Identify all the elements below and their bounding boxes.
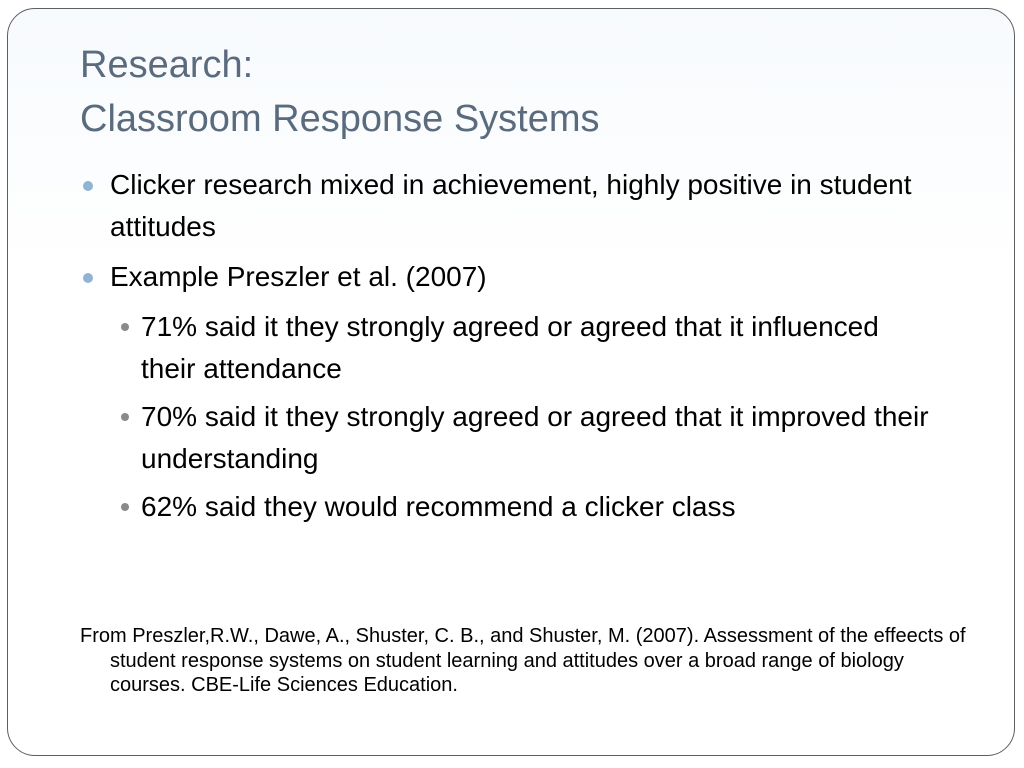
bullet-item	[80, 256, 940, 298]
bullet-text: Clicker research mixed in achievement, highly positive in student attitudes	[110, 169, 912, 242]
sub-bullet-text: 71% said it they strongly agreed or agreed that it influenced their attendance	[141, 311, 879, 384]
sub-bullet-text: 70% said it they strongly agreed or agreed that it improved their understanding	[141, 401, 929, 474]
bullet-list	[80, 164, 940, 534]
sub-bullet-text: 62% said they would recommend a clicker class	[141, 491, 736, 522]
sub-bullet-item	[117, 396, 940, 480]
sub-bullet-dot-icon	[121, 413, 129, 421]
bullet-dot-icon	[83, 273, 93, 283]
slide-title-line-1: Research:	[80, 44, 254, 86]
bullet-item	[80, 164, 940, 248]
sub-bullet-item	[117, 486, 940, 528]
bullet-text: Example Preszler et al. (2007)	[110, 261, 487, 292]
citation-text: From Preszler,R.W., Dawe, A., Shuster, C. B., and Shuster, M. (2007). Assessment of the effeects of student response systems on student learning and attitudes over a broad range of biology courses. CBE-Life Sciences Education.	[80, 625, 966, 696]
sub-bullet-dot-icon	[121, 503, 129, 511]
slide-title-line-2: Classroom Response Systems	[80, 98, 600, 140]
slide-title	[80, 38, 940, 146]
sub-bullet-item	[117, 306, 940, 390]
sub-bullet-dot-icon	[121, 323, 129, 331]
bullet-dot-icon	[83, 181, 93, 191]
